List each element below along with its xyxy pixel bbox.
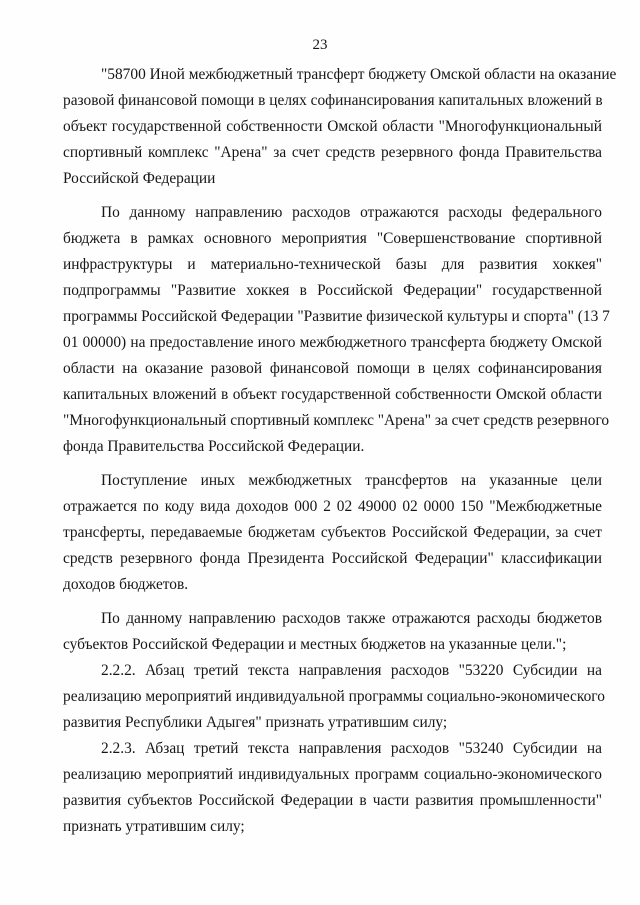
text-line: капитальных вложений в объект государственной собственности Омской области <box>63 386 602 403</box>
paragraph-regional-expenses <box>63 606 602 658</box>
text-line: Российской Федерации <box>63 170 216 187</box>
text-line: доходов бюджетов. <box>63 576 189 593</box>
text-line: субъектов Российской Федерации и местных бюджетов на указанные цели."; <box>63 636 567 653</box>
text-line: фонда Правительства Российской Федерации. <box>63 438 365 455</box>
text-line: разовой финансовой помощи в целях софинансирования капитальных вложений в <box>63 92 603 109</box>
text-line: программы Российской Федерации "Развитие физической культуры и спорта" (13 7 <box>63 308 610 325</box>
text-line: инфраструктуры и материально-технической базы для развития хоккея" <box>63 256 602 273</box>
text-line: 01 00000) на предоставление иного межбюджетного трансферта бюджету Омской <box>63 334 602 351</box>
text-line: Поступление иных межбюджетных трансфертов на указанные цели <box>101 472 602 489</box>
paragraph-income-code <box>63 468 602 598</box>
text-line: признать утратившим силу; <box>63 818 245 835</box>
text-line: развития Республики Адыгея" признать утратившим силу; <box>63 714 448 731</box>
paragraph-clause-2-2-3 <box>63 736 602 840</box>
text-line: развития субъектов Российской Федерации в части развития промышленности" <box>63 792 602 809</box>
paragraph-federal-expenses <box>63 200 610 460</box>
text-line: бюджета в рамках основного мероприятия "Совершенствование спортивной <box>63 230 602 247</box>
text-line: реализацию мероприятий индивидуальной программы социально-экономического <box>63 688 605 705</box>
paragraph-transfer-58700 <box>63 62 617 192</box>
text-line: реализацию мероприятий индивидуальных программ социально-экономического <box>63 766 602 783</box>
text-line: области на оказание разовой финансовой помощи в целях софинансирования <box>63 360 602 377</box>
document-body <box>63 62 617 840</box>
text-line: отражается по коду вида доходов 000 2 02 49000 02 0000 150 "Межбюджетные <box>63 498 602 515</box>
text-line: трансферты, передаваемые бюджетам субъектов Российской Федерации, за счет <box>63 524 602 541</box>
text-line: По данному направлению расходов отражаются расходы федерального <box>101 204 602 221</box>
paragraph-clause-2-2-2 <box>63 658 605 736</box>
text-line: спортивный комплекс "Арена" за счет средств резервного фонда Правительства <box>63 144 602 161</box>
text-line: "58700 Иной межбюджетный трансферт бюджету Омской области на оказание <box>101 66 617 83</box>
text-line: 2.2.2. Абзац третий текста направления расходов "53220 Субсидии на <box>101 662 602 679</box>
text-line: подпрограммы "Развитие хоккея в Российской Федерации" государственной <box>63 282 602 299</box>
text-line: 2.2.3. Абзац третий текста направления расходов "53240 Субсидии на <box>101 740 602 757</box>
text-line: "Многофункциональный спортивный комплекс "Арена" за счет средств резервного <box>63 412 610 429</box>
page-number: 23 <box>312 37 328 53</box>
text-line: средств резервного фонда Президента Российской Федерации" классификации <box>63 550 602 567</box>
text-line: По данному направлению расходов также отражаются расходы бюджетов <box>101 610 602 627</box>
text-line: объект государственной собственности Омской области "Многофункциональный <box>63 118 602 135</box>
